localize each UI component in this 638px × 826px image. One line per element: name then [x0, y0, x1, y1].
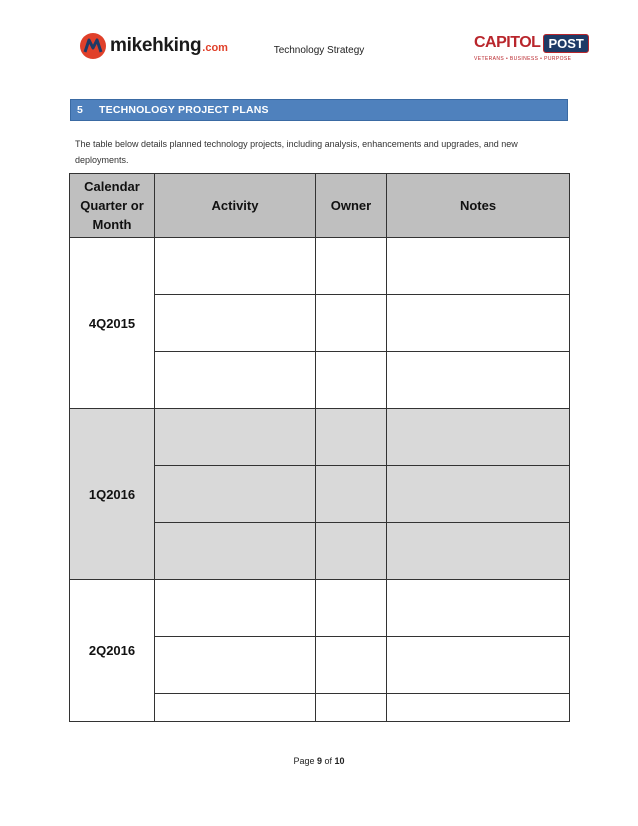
capitol-post-logo-word2: POST [543, 34, 588, 53]
notes-cell[interactable] [387, 238, 570, 295]
header-quarter: Calendar Quarter or Month [70, 174, 155, 238]
mikehking-logo-text: mikehking [110, 35, 202, 56]
footer-page-number: 9 [316, 756, 322, 766]
activity-cell[interactable] [155, 409, 316, 466]
quarter-cell: 2Q2016 [70, 580, 155, 722]
notes-cell[interactable] [387, 523, 570, 580]
capitol-post-logo-tagline: VETERANS • BUSINESS • PURPOSE [474, 56, 572, 62]
section-title: TECHNOLOGY PROJECT PLANS [99, 104, 269, 116]
capitol-post-logo-word1: CAPITOL [474, 34, 541, 51]
notes-cell[interactable] [387, 409, 570, 466]
activity-cell[interactable] [155, 523, 316, 580]
owner-cell[interactable] [316, 238, 387, 295]
owner-cell[interactable] [316, 523, 387, 580]
activity-cell[interactable] [155, 580, 316, 637]
activity-cell[interactable] [155, 238, 316, 295]
project-plan-table [69, 173, 570, 722]
page-footer [0, 756, 638, 766]
notes-cell[interactable] [387, 580, 570, 637]
header-activity: Activity [155, 174, 316, 238]
table-row [70, 238, 570, 295]
activity-cell[interactable] [155, 295, 316, 352]
owner-cell[interactable] [316, 352, 387, 409]
document-header-title: Technology Strategy [273, 45, 365, 56]
notes-cell[interactable] [387, 295, 570, 352]
mikehking-logo-suffix: .com [202, 42, 228, 54]
section-number: 5 [77, 104, 83, 116]
table-header-row [70, 174, 570, 238]
footer-of-label: of [324, 756, 333, 766]
owner-cell[interactable] [316, 466, 387, 523]
owner-cell[interactable] [316, 694, 387, 722]
section-heading [70, 99, 568, 121]
owner-cell[interactable] [316, 409, 387, 466]
table-row [70, 409, 570, 466]
notes-cell[interactable] [387, 466, 570, 523]
intro-paragraph: The table below details planned technology projects, including analysis, enhancements and upgrades, and new deployments. [75, 139, 518, 165]
activity-cell[interactable] [155, 352, 316, 409]
quarter-cell: 1Q2016 [70, 409, 155, 580]
header-owner: Owner [316, 174, 387, 238]
quarter-cell: 4Q2015 [70, 238, 155, 409]
owner-cell[interactable] [316, 295, 387, 352]
header-notes: Notes [387, 174, 570, 238]
activity-cell[interactable] [155, 694, 316, 722]
notes-cell[interactable] [387, 694, 570, 722]
notes-cell[interactable] [387, 637, 570, 694]
owner-cell[interactable] [316, 637, 387, 694]
owner-cell[interactable] [316, 580, 387, 637]
activity-cell[interactable] [155, 466, 316, 523]
capitol-post-logo [474, 32, 584, 68]
table-row [70, 580, 570, 637]
activity-cell[interactable] [155, 637, 316, 694]
footer-page-label: Page [293, 756, 315, 766]
footer-page-total: 10 [334, 756, 345, 766]
notes-cell[interactable] [387, 352, 570, 409]
